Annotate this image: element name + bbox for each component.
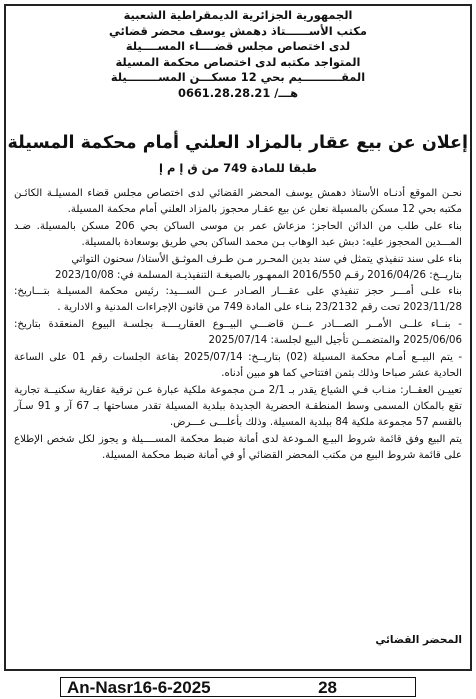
paragraph-sale-session: - يتم البيــع أمـام محكمة المسيلة (02) بتاريــخ: 2025/07/14 بقاعة الجلسات رقم 01 على الساعة الحادية عشر صباحا وذلك بثمن افتتاحي كما هو مبين أدناه. [14,352,462,379]
paragraph-adjournment: - بنــاء علــى الأمــر الصـــادر عـــن قاضـــي البيــوع العقاريــــة بجلسـة البيوع المنعقدة بتاريخ: 2025/06/06 والمتضمــن تأجيل البيع لجلسة: 2025/07/14 [14,319,462,347]
notice-body [14,186,462,463]
header-republic: الجمهورية الجزائرية الديمقراطية الشعبية [123,8,353,22]
paragraph-conditions: يتم البيع وفق قائمة شروط البيـع المـودعة لدى أمانة ضبط محكمة المســــيلة و يجوز لكل شخص الإطلاع على قائمة شروط البيع من مكتب المحضر القضائي أو في أمانة ضبط محكمة المسيلة. [14,433,462,461]
header-court: المتواجد مكتبه لدى اختصاص محكمة المسيلة [115,54,361,69]
footer-reference: An-Nasr16-6-2025 [67,678,211,697]
header-address: المقــــــــــيم بحي 12 مسكـــن المســــــــيلة [110,70,366,85]
header-jurisdiction: لدى اختصاص مجلس قضــــاء المســــيلة [125,39,351,54]
paragraph-title-deed: بناء على سند تنفيذي يتمثل في سند بدين المحـرر مـن طـرف الموثـق الأستاذ/ سحنون التواتي [71,253,462,265]
page-footer [60,677,416,697]
notice-title: إعلان عن بيع عقار بالمزاد العلني أمام محكمة المسيلة [7,133,468,153]
notice-header [20,8,456,102]
paragraph-deed-date: بتاريــخ: 2016/04/26 رقـم 2016/550 الممهـور بالصيغـة التنفيذيـة المسلمة في: 2023/10/08 [55,269,462,281]
paragraph-property: تعييـن العقــار: منـاب فـي الشياع يقدر بـ 2/1 مـن مجموعة ملكية عبارة عـن ترقية عقارية سكنيــة تجارية تقع بالمكان المسمى وسط المنطقـة الحضرية الجديدة ببلدية المسيلة تقدر مساحتها بـ 67 آر و 91 سـآر بالقسم 57 مجموعة ملكية 84 ببلدية المسيلة. وذلك بأعلـــى عـــرض. [14,384,462,428]
paragraph-seizure-order: بناء علـى أمـــر حجز تنفيذي على عقـــار الصـادر عــن الســـيد: رئيس محكمة المسيلـة بتـــاريخ: 2023/11/28 تحت رقم 23/2132 بنـاء على المادة 749 من قانون الإجراءات المدنية و الادارية . [14,286,462,314]
paragraph-intro: نحـن الموقع أدنـاه الأستاذ دهمش يوسف المحضر القضائي لدى اختصاص مجلس قضاء المسيلـة الكائـن مكتبه بحي 12 مسكن بالمسيلة نعلن عن بيع عقـار محجوز بالمزاد العلني أمام محكمة المسيلة. [14,188,462,215]
header-office: مكتب الأســــــتاذ دهمش يوسف محضر قضائي [109,23,367,38]
notice-subtitle: طبقا للمادة 749 من ق إ م إ [159,161,317,175]
header-phone: هـــ/ 0661.28.28.21 [178,85,298,100]
signature: المحضر القضائي [375,634,462,646]
page-number: 28 [318,678,337,697]
paragraph-parties: بناء على طلب من الدائن الحاجز: مزعاش عمر بن موسى الساكن بحي 206 مسكن بالمسيلة. ضـد المـــدين المحجوز عليه: دبش عبد الوهاب بـن محمد الساكن بحي طريق بوسعادة بالمسيلة. [14,220,463,248]
